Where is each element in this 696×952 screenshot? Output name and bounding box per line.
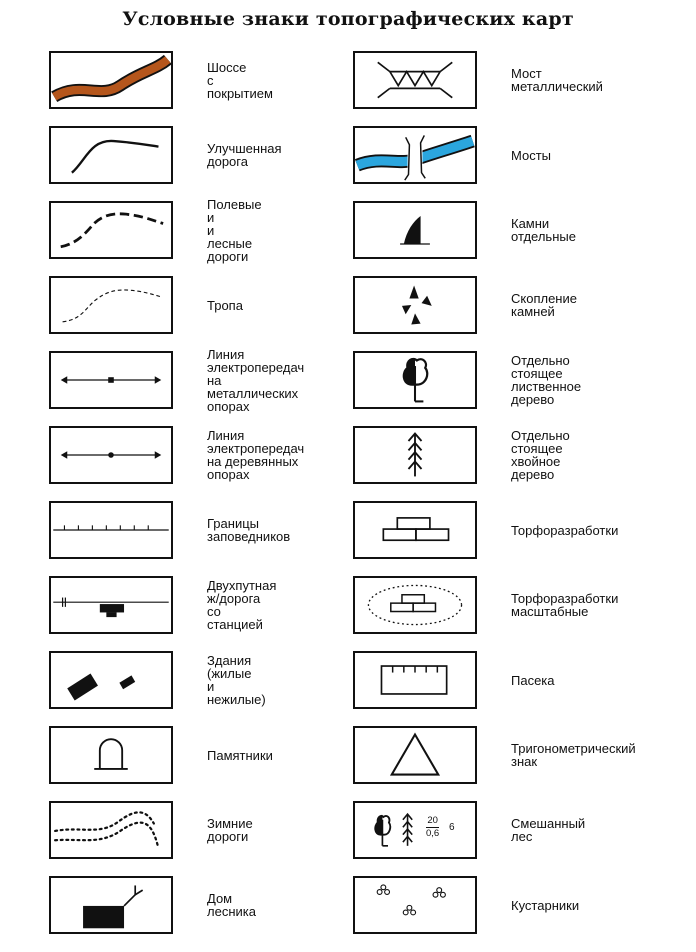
legend-label: Здания (жилые и нежилые)	[207, 653, 266, 707]
power-line-metal-symbol	[49, 351, 173, 409]
legend-label: Скопление камней	[511, 291, 577, 319]
trig-point-symbol	[353, 726, 477, 784]
legend-label: Мосты	[511, 147, 552, 163]
monuments-symbol	[49, 726, 173, 784]
page-title: Условные знаки топографических карт	[122, 8, 574, 30]
legend-label: Торфоразработки масштабные	[511, 591, 619, 619]
single-stones-symbol	[353, 201, 477, 259]
stone-cluster-symbol	[353, 276, 477, 334]
conifer-tree-symbol	[353, 426, 477, 484]
legend-label: Полевые и и лесные дороги	[207, 196, 262, 264]
trail-symbol	[49, 276, 173, 334]
field-forest-roads-symbol	[49, 201, 173, 259]
deciduous-tree-symbol	[353, 351, 477, 409]
forester-house-symbol	[49, 876, 173, 934]
legend-label: Дом лесника	[207, 891, 256, 919]
apiary-symbol	[353, 651, 477, 709]
winter-roads-symbol	[49, 801, 173, 859]
peat-works-scaled-symbol	[353, 576, 477, 634]
mixed-forest-fraction	[426, 816, 439, 839]
legend-label: Смешанный лес	[511, 816, 586, 844]
legend-label: Тригонометрический знак	[511, 741, 636, 769]
metal-bridge-symbol	[353, 51, 477, 109]
mixed-forest-symbol	[353, 801, 477, 859]
legend-label: Мост металлический	[511, 66, 603, 94]
legend-label: Линия электропередач на металлических опорах	[207, 346, 305, 414]
shrubs-symbol	[353, 876, 477, 934]
legend-label: Кустарники	[511, 897, 580, 913]
legend-label: Отдельно стоящее лиственное дерево	[511, 353, 582, 407]
legend-label: Зимние дороги	[207, 816, 253, 844]
fraction-numerator: 20	[427, 815, 438, 826]
legend-label: Камни отдельные	[511, 216, 576, 244]
legend-label: Двухпутная ж/дорога со станцией	[207, 578, 277, 632]
legend-label: Улучшенная дорога	[207, 141, 282, 169]
fraction-denominator: 0,6	[426, 828, 440, 839]
paved-road-symbol	[49, 51, 173, 109]
reserve-boundary-symbol	[49, 501, 173, 559]
legend-label: Отдельно стоящее хвойное дерево	[511, 428, 570, 482]
buildings-symbol	[49, 651, 173, 709]
legend-label: Торфоразработки	[511, 522, 619, 538]
legend-label: Шоссе с покрытием	[207, 59, 273, 101]
legend-label: Памятники	[207, 747, 273, 763]
bridges-symbol	[353, 126, 477, 184]
legend-label: Линия электропередач на деревянных опорах	[207, 428, 305, 482]
double-track-railway-symbol	[49, 576, 173, 634]
legend-label: Пасека	[511, 672, 555, 688]
peat-works-symbol	[353, 501, 477, 559]
legend-label: Границы заповедников	[207, 516, 291, 544]
legend-label: Тропа	[207, 297, 243, 313]
power-line-wood-symbol	[49, 426, 173, 484]
mixed-forest-spacing: 6	[449, 822, 455, 833]
improved-road-symbol	[49, 126, 173, 184]
